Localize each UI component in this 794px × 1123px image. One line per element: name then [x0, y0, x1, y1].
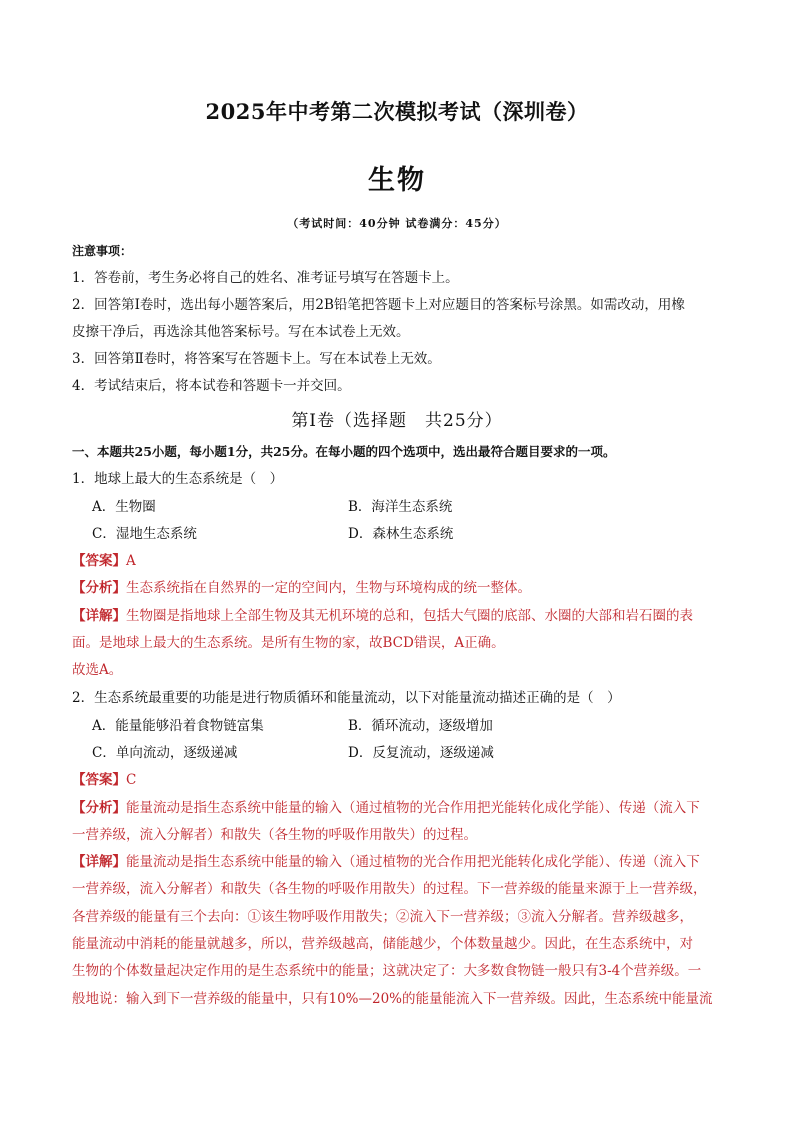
- notice-item: 4．考试结束后，将本试卷和答题卡一并交回。: [72, 378, 351, 394]
- analysis-line: [72, 798, 732, 818]
- option-d: D．反复流动，逐级递减: [348, 745, 494, 761]
- section-title: 第Ⅰ卷（选择题 共25分）: [291, 411, 503, 431]
- notice-item: 3．回答第Ⅱ卷时，将答案写在答题卡上。写在本试卷上无效。: [72, 351, 441, 367]
- notice-item: 2．回答第Ⅰ卷时，选出每小题答案后，用2B铅笔把答题卡上对应题目的答案标号涂黑。如需改动，用橡: [72, 297, 685, 313]
- detail-line: 般地说：输入到下一营养级的能量中，只有10%—20%的能量能流入下一营养级。因此，生态系统中能量流: [72, 991, 713, 1007]
- analysis-line: 一营养级，流入分解者）和散失（各生物的呼吸作用散失）的过程。: [72, 827, 477, 843]
- answer-tag: 【答案】: [72, 772, 126, 788]
- option-c: C．单向流动，逐级递减: [92, 745, 238, 761]
- option-b: B．循环流动，逐级增加: [348, 718, 493, 734]
- analysis-text: 能量流动是指生态系统中能量的输入（通过植物的光合作用把光能转化成化学能）、传递（流入下: [126, 800, 700, 816]
- detail-line: 一营养级，流入分解者）和散失（各生物的呼吸作用散失）的过程。下一营养级的能量来源于上一营养级，: [72, 881, 707, 897]
- analysis-tag: 【分析】: [72, 580, 126, 596]
- conclusion-line: 故选A。: [72, 662, 123, 678]
- answer-line: [72, 551, 732, 571]
- question-stem: 1．地球上最大的生态系统是（ ）: [72, 471, 284, 487]
- detail-line: 面。是地球上最大的生态系统。是所有生物的家，故BCD错误，A正确。: [72, 635, 505, 651]
- question-stem: 2．生态系统最重要的功能是进行物质循环和能量流动，以下对能量流动描述正确的是（ ）: [72, 690, 621, 706]
- exam-title: 2025年中考第二次模拟考试（深圳卷）: [205, 99, 589, 124]
- answer-line: [72, 770, 732, 790]
- detail-text: 能量流动是指生态系统中能量的输入（通过植物的光合作用把光能转化成化学能）、传递（流入下: [126, 854, 700, 870]
- notice-item: 1．答卷前，考生务必将自己的姓名、准考证号填写在答题卡上。: [72, 270, 459, 286]
- section-instruction: 一、本题共25小题，每小题1分，共25分。在每小题的四个选项中，选出最符合题目要求的一项。: [72, 444, 616, 459]
- subject-title: 生物: [368, 165, 426, 196]
- detail-line: [72, 852, 732, 872]
- detail-line: 各营养级的能量有三个去向：①该生物呼吸作用散失；②流入下一营养级；③流入分解者。营养级越多，: [72, 909, 693, 925]
- option-d: D．森林生态系统: [348, 526, 454, 542]
- exam-info: （考试时间：40分钟 试卷满分：45分）: [287, 217, 507, 230]
- detail-text: 生物圈是指地球上全部生物及其无机环境的总和，包括大气圈的底部、水圈的大部和岩石圈的表: [126, 608, 693, 624]
- detail-tag: 【详解】: [72, 608, 126, 624]
- option-b: B．海洋生态系统: [348, 499, 453, 515]
- detail-line: 生物的个体数量起决定作用的是生态系统中的能量；这就决定了：大多数食物链一般只有3-4个营养级。一: [72, 963, 702, 979]
- analysis-text: 生态系统指在自然界的一定的空间内，生物与环境构成的统一整体。: [126, 580, 531, 596]
- answer-value: A: [126, 553, 136, 569]
- analysis-tag: 【分析】: [72, 800, 126, 816]
- detail-line: [72, 606, 732, 626]
- notice-item: 皮擦干净后，再选涂其他答案标号。写在本试卷上无效。: [72, 324, 410, 340]
- analysis-line: [72, 578, 732, 598]
- option-c: C．湿地生态系统: [92, 526, 197, 542]
- notice-heading: 注意事项：: [72, 244, 133, 258]
- option-a: A．能量能够沿着食物链富集: [92, 718, 264, 734]
- detail-line: 能量流动中消耗的能量就越多，所以，营养级越高，储能越少，个体数量越少。因此，在生态系统中，对: [72, 936, 693, 952]
- answer-value: C: [126, 772, 137, 788]
- detail-tag: 【详解】: [72, 854, 126, 870]
- answer-tag: 【答案】: [72, 553, 126, 569]
- option-a: A．生物圈: [92, 499, 156, 515]
